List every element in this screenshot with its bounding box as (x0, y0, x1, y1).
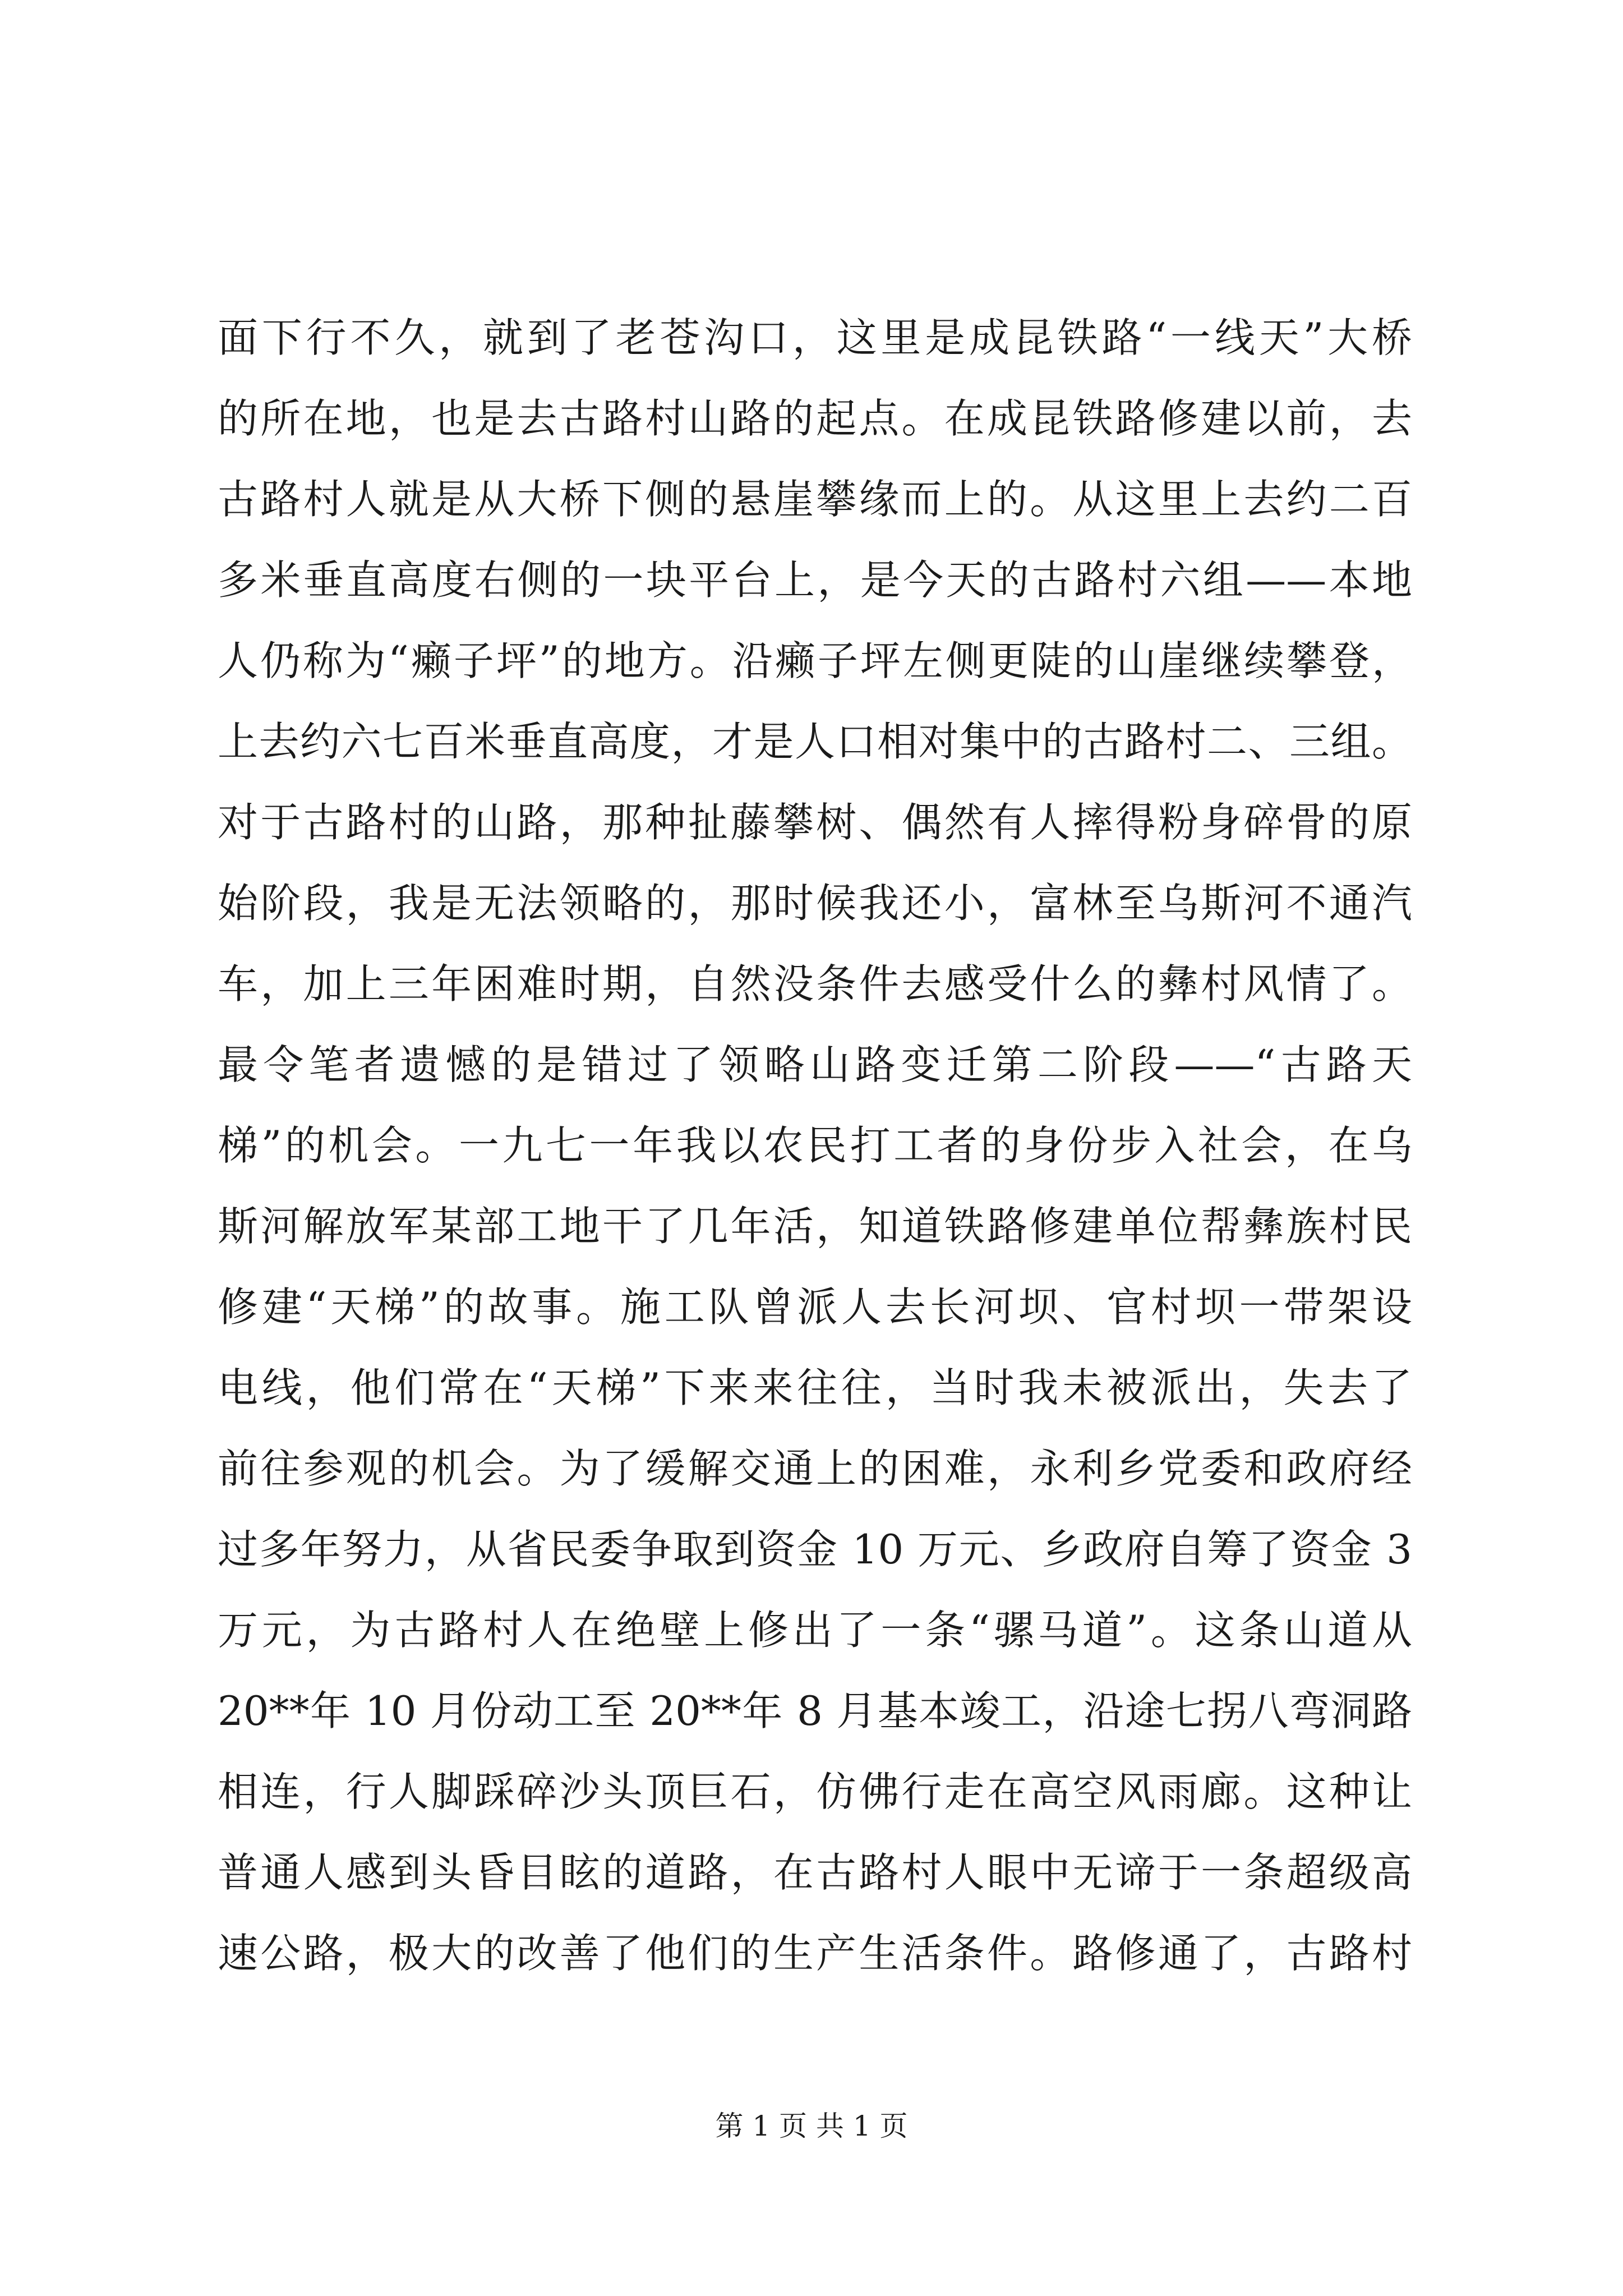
text-line: 相连，行人脚踩碎沙头顶巨石，仿佛行走在高空风雨廊。这种让 (218, 1768, 1412, 1815)
text-line: 梯”的机会。一九七一年我以农民打工者的身份步入社会，在乌 (218, 1122, 1412, 1169)
text-line: 的所在地，也是去古路村山路的起点。在成昆铁路修建以前，去 (218, 395, 1412, 442)
text-line: 普通人感到头昏目眩的道路，在古路村人眼中无谛于一条超级高 (218, 1849, 1412, 1896)
text-line: 古路村人就是从大桥下侧的悬崖攀缘而上的。从这里上去约二百 (218, 476, 1412, 523)
text-line: 速公路，极大的改善了他们的生产生活条件。路修通了，古路村 (218, 1930, 1412, 1977)
text-line: 人仍称为“癞子坪”的地方。沿癞子坪左侧更陡的山崖继续攀登， (218, 637, 1412, 684)
text-line: 最令笔者遗憾的是错过了领略山路变迁第二阶段——“古路天 (218, 1041, 1412, 1088)
text-line: 20**年 10 月份动工至 20**年 8 月基本竣工，沿途七拐八弯洞路 (218, 1687, 1412, 1734)
text-line: 面下行不久，就到了老苍沟口，这里是成昆铁路“一线天”大桥 (218, 314, 1412, 361)
text-line: 电线，他们常在“天梯”下来来往往，当时我未被派出，失去了 (218, 1364, 1412, 1411)
body-paragraph (218, 297, 1412, 1994)
text-line: 万元，为古路村人在绝壁上修出了一条“骡马道”。这条山道从 (218, 1607, 1412, 1654)
text-line: 多米垂直高度右侧的一块平台上，是今天的古路村六组——本地 (218, 556, 1412, 604)
text-line: 过多年努力，从省民委争取到资金 10 万元、乡政府自筹了资金 3 (218, 1526, 1412, 1573)
text-line: 修建“天梯”的故事。施工队曾派人去长河坝、官村坝一带架设 (218, 1283, 1412, 1331)
text-line: 前往参观的机会。为了缓解交通上的困难，永利乡党委和政府经 (218, 1445, 1412, 1492)
text-line: 斯河解放军某部工地干了几年活，知道铁路修建单位帮彝族村民 (218, 1203, 1412, 1250)
text-line: 始阶段，我是无法领略的，那时候我还小，富林至乌斯河不通汽 (218, 880, 1412, 927)
text-line: 对于古路村的山路，那种扯藤攀树、偶然有人摔得粉身碎骨的原 (218, 799, 1412, 846)
page-number-footer: 第 1 页 共 1 页 (715, 2110, 908, 2142)
text-line: 上去约六七百米垂直高度，才是人口相对集中的古路村二、三组。 (218, 718, 1412, 765)
text-line: 车，加上三年困难时期，自然没条件去感受什么的彝村风情了。 (218, 960, 1412, 1007)
